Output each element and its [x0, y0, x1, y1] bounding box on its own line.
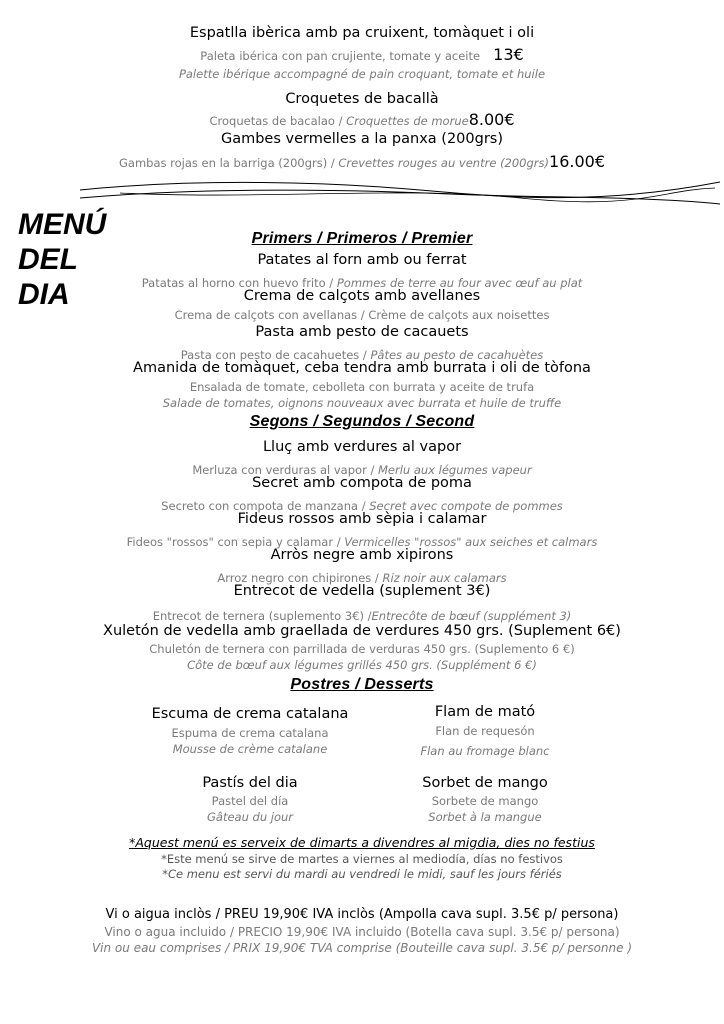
- postre-2: Flam de mató: [434, 704, 536, 720]
- footer-ca: Vi o aigua inclòs / PREU 19,90€ IVA inclòs (Ampolla cava supl. 3.5€ p/ persona): [105, 907, 619, 922]
- segon-1-es: Merluza con verduras al vapor /: [192, 463, 378, 477]
- segon-2-fr: Secret avec compote de pommes: [369, 499, 563, 513]
- footer-es: Vino o agua incluido / PRECIO 19,90€ IVA incluido (Botella cava supl. 3.5€ p/ persona): [104, 925, 620, 939]
- postre-4: Sorbet de mango: [422, 775, 548, 791]
- postre-3: Pastís del dia: [202, 775, 298, 791]
- segon-4-es: Arroz negro con chipirones /: [217, 571, 383, 585]
- menu-title-line1: MENÚ: [18, 208, 107, 241]
- menu-title-line2: DEL: [18, 243, 78, 276]
- menu-title-line3: DIA: [18, 278, 70, 311]
- primer-1-es: Patatas al horno con huevo frito /: [141, 276, 337, 290]
- item-espatlla: Espatlla ibèrica amb pa cruixent, tomàquet i oli: [189, 25, 535, 41]
- segon-6: Xuletón de vedella amb graellada de verdures 450 grs. (Suplement 6€): [103, 623, 621, 639]
- primer-3-fr: Pâtes au pesto de cacahuètes: [370, 348, 544, 362]
- segon-5-fr: Entrecôte de bœuf (supplément 3): [371, 609, 572, 623]
- primer-2: Crema de calçots amb avellanes: [243, 288, 481, 304]
- segon-6-es: Chuletón de ternera con parrillada de verduras 450 grs. (Suplemento 6 €): [149, 642, 575, 656]
- footer-fr: Vin ou eau comprises / PRIX 19,90€ TVA comprise (Bouteille cava supl. 3.5€ p/ personne ): [91, 941, 633, 955]
- primer-1: Patates al forn amb ou ferrat: [257, 252, 467, 268]
- segon-4-fr: Riz noir aux calamars: [382, 571, 507, 585]
- postre-1-fr: Mousse de crème catalane: [172, 742, 328, 756]
- segon-2: Secret amb compota de poma: [252, 475, 472, 491]
- item-espatlla-fr: Palette ibérique accompagné de pain croquant, tomate et huile: [178, 67, 546, 81]
- primer-4-fr: Salade de tomates, oignons nouveaux avec burrata et huile de truffe: [162, 396, 562, 410]
- item-gambes-row: [0, 152, 724, 171]
- postre-2-es: Flan de requesón: [435, 724, 535, 738]
- item-gambes-es: Gambas rojas en la barriga (200grs) /: [119, 156, 339, 170]
- postre-4-es: Sorbete de mango: [431, 794, 539, 808]
- postre-3-es: Pastel del día: [211, 794, 289, 808]
- item-espatlla-es: Paleta ibérica con pan crujiente, tomate y aceite: [200, 49, 481, 63]
- segon-3-fr: Vermicelles "rossos" aux seiches et calmars: [344, 535, 598, 549]
- note-ca: *Aquest menú es serveix de dimarts a divendres al migdia, dies no festius: [129, 835, 595, 850]
- item-croquetes-price: 8.00€: [468, 110, 515, 129]
- item-gambes-fr: Crevettes rouges au ventre (200grs): [338, 156, 550, 170]
- primer-4-es: Ensalada de tomate, cebolleta con burrata y aceite de trufa: [189, 380, 535, 394]
- segon-3: Fideus rossos amb sèpia i calamar: [237, 511, 487, 527]
- segon-1: Lluç amb verdures al vapor: [262, 439, 462, 455]
- postre-2-fr: Flan au fromage blanc: [420, 744, 550, 758]
- segon-3-es: Fideos "rossos" con sepia y calamar /: [126, 535, 345, 549]
- segon-5-es: Entrecot de ternera (suplemento 3€) /: [152, 609, 372, 623]
- postre-1-es: Espuma de crema catalana: [171, 726, 329, 740]
- segon-5: Entrecot de vedella (suplement 3€): [233, 583, 491, 599]
- segon-4: Arròs negre amb xipirons: [270, 547, 454, 563]
- postre-3-fr: Gâteau du jour: [206, 810, 294, 824]
- note-fr: *Ce menu est servi du mardi au vendredi le midi, sauf les jours fériés: [162, 867, 562, 881]
- segon-6-fr: Côte de bœuf aux légumes grillés 450 grs. (Supplément 6 €): [187, 658, 537, 672]
- primer-1-fr: Pommes de terre au four avec œuf au plat: [336, 276, 583, 290]
- segon-2-es: Secreto con compota de manzana /: [161, 499, 370, 513]
- primer-2-es: Crema de calçots con avellanas / Crème de calçots aux noisettes: [174, 308, 550, 322]
- item-croquetes: Croquetes de bacallà: [285, 91, 439, 107]
- note-es: *Este menú se sirve de martes a viernes al mediodía, días no festivos: [161, 852, 563, 866]
- primer-3-es: Pasta con pesto de cacahuetes /: [180, 348, 371, 362]
- section-primers: Primers / Primeros / Premier: [251, 230, 473, 247]
- item-croquetes-fr: Croquettes de morue: [346, 114, 469, 128]
- item-gambes-price: 16.00€: [549, 152, 605, 171]
- postre-4-fr: Sorbet à la mangue: [428, 810, 542, 824]
- item-gambes: Gambes vermelles a la panxa (200grs): [220, 131, 503, 147]
- item-croquetes-es: Croquetas de bacalao /: [209, 114, 347, 128]
- item-espatlla-es-row: [0, 45, 724, 64]
- postre-1: Escuma de crema catalana: [151, 706, 349, 722]
- item-espatlla-price: 13€: [493, 45, 524, 64]
- item-croquetes-row: [0, 110, 724, 129]
- section-postres: Postres / Desserts: [290, 676, 434, 693]
- primer-4: Amanida de tomàquet, ceba tendra amb burrata i oli de tòfona: [133, 360, 591, 376]
- segon-1-fr: Merlu aux légumes vapeur: [377, 463, 532, 477]
- section-segons: Segons / Segundos / Second: [249, 413, 475, 430]
- segon-5-sub: [0, 605, 724, 624]
- primer-3: Pasta amb pesto de cacauets: [255, 324, 469, 340]
